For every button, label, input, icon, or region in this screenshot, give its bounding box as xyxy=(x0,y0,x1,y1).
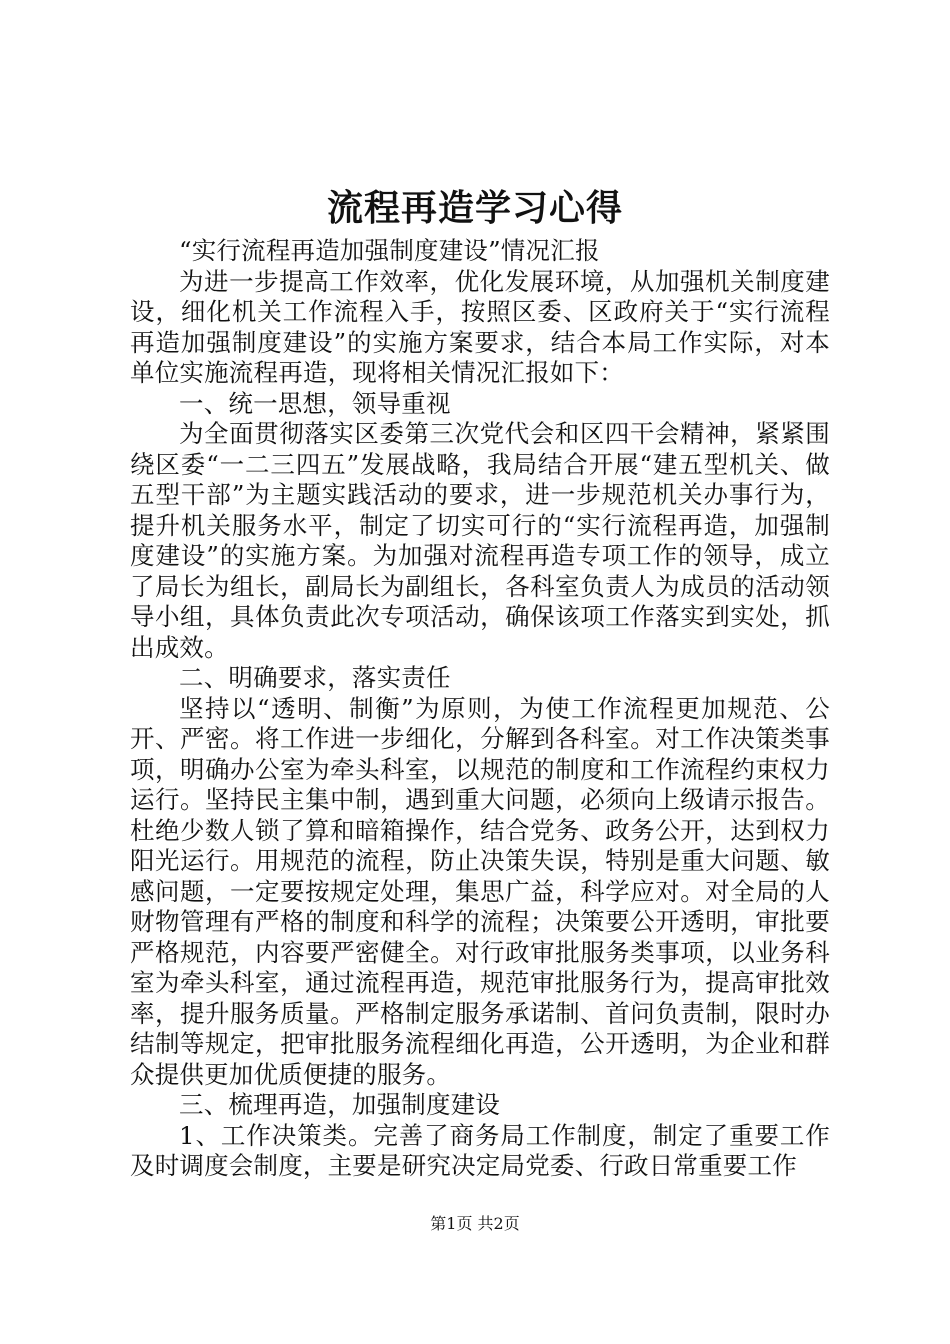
section-1-paragraph: 为全面贯彻落实区委第三次党代会和区四干会精神，紧紧围绕区委“一二三四五”发展战略，我局结合开展“建五型机关、做五型干部”为主题实践活动的要求，进一步规范机关办事行为，提升机关服务水平，制定了切实可行的“实行流程再造，加强制度建设”的实施方案。为加强对流程再造专项工作的领导，成立了局长为组长，副局长为副组长，各科室负责人为成员的活动领导小组，具体负责此次专项活动，确保该项工作落实到实处，抓出成效。 xyxy=(130,419,830,662)
section-2-paragraph: 坚持以“透明、制衡”为原则，为使工作流程更加规范、公开、严密。将工作进一步细化，分解到各科室。对工作决策类事项，明确办公室为牵头科室，以规范的制度和工作流程约束权力运行。坚持民主集中制，遇到重大问题，必须向上级请示报告。杜绝少数人锁了算和暗箱操作，结合党务、政务公开，达到权力阳光运行。用规范的流程，防止决策失误，特别是重大问题、敏感问题，一定要按规定处理，集思广益，科学应对。对全局的人财物管理有严格的制度和科学的流程；决策要公开透明，审批要严格规范，内容要严密健全。对行政审批服务类事项，以业务科室为牵头科室，通过流程再造，规范审批服务行为，提高审批效率，提升服务质量。严格制定服务承诺制、首问负责制，限时办结制等规定，把审批服务流程细化再造，公开透明，为企业和群众提供更加优质便捷的服务。 xyxy=(130,693,830,1089)
document-body xyxy=(130,236,830,1182)
section-3-paragraph: 1、工作决策类。完善了商务局工作制度，制定了重要工作及时调度会制度，主要是研究决定局党委、行政日常重要工作 xyxy=(130,1120,830,1180)
page-number-footer: 第1页 共2页 xyxy=(430,1214,520,1233)
section-heading-3: 三、梳理再造，加强制度建设 xyxy=(179,1090,501,1119)
section-heading-1: 一、统一思想，领导重视 xyxy=(179,388,451,418)
section-heading-2: 二、明确要求，落实责任 xyxy=(179,663,451,692)
document-title: 流程再造学习心得 xyxy=(326,187,623,229)
report-subtitle: “实行流程再造加强制度建设”情况汇报 xyxy=(179,236,600,265)
intro-paragraph: 为进一步提高工作效率，优化发展环境，从加强机关制度建设，细化机关工作流程入手，按照区委、区政府关于“实行流程再造加强制度建设”的实施方案要求，结合本局工作实际，对本单位实施流程再造，现将相关情况汇报如下： xyxy=(130,266,830,387)
